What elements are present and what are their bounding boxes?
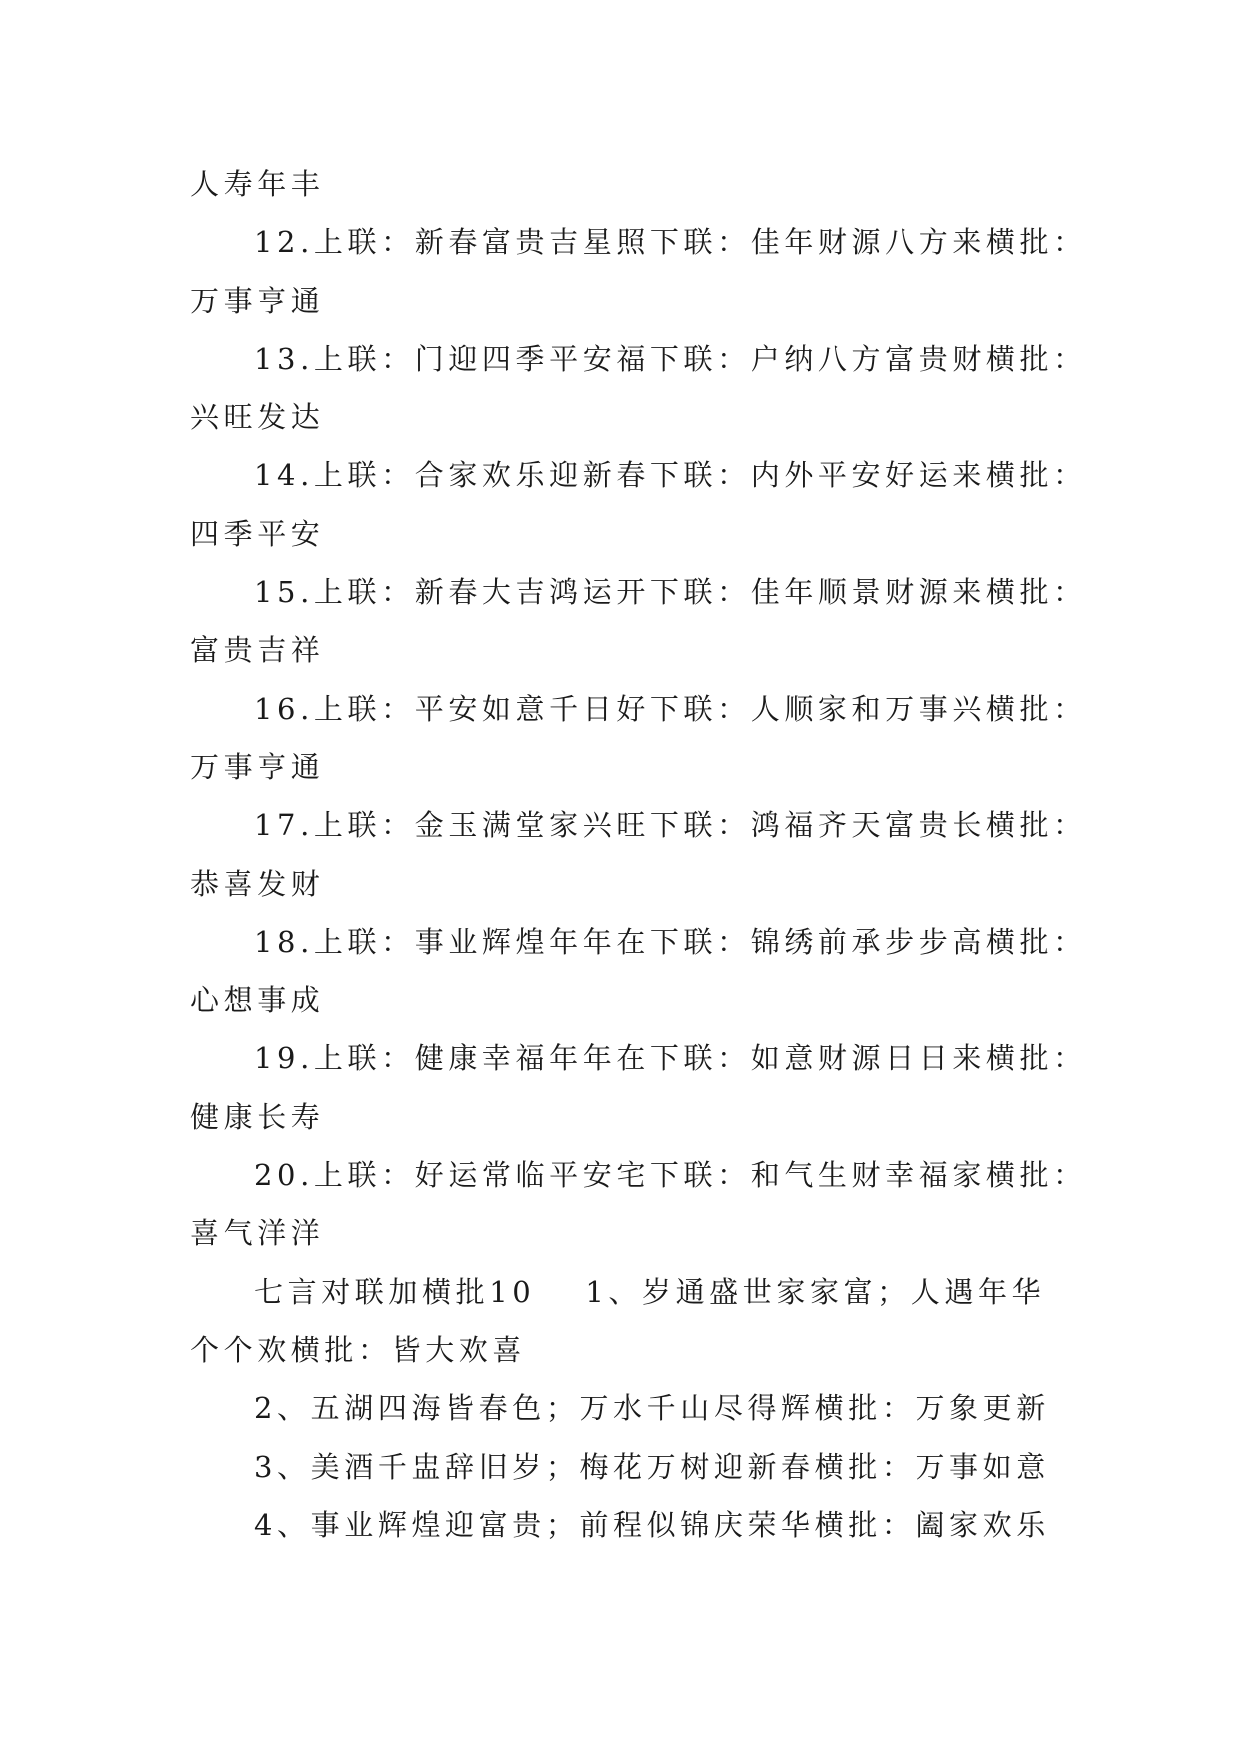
text-line: 喜气洋洋	[190, 1216, 325, 1251]
text-line: 健康长寿	[190, 1099, 325, 1134]
couplet-line: 13.上联：门迎四季平安福下联：户纳八方富贵财横批：	[254, 341, 1087, 376]
couplet-line: 16.上联：平安如意千日好下联：人顺家和万事兴横批：	[254, 691, 1087, 726]
couplet-line: 15.上联：新春大吉鸿运开下联：佳年顺景财源来横批：	[254, 575, 1087, 610]
section-heading-line	[190, 1263, 1070, 1321]
section-first-item: 1、岁通盛世家家富；人遇年华	[585, 1274, 1046, 1309]
couplet-line: 17.上联：金玉满堂家兴旺下联：鸿福齐天富贵长横批：	[254, 808, 1087, 843]
text-line: 四季平安	[190, 516, 325, 551]
section-heading: 七言对联加横批10	[254, 1274, 536, 1309]
couplet-line: 18.上联：事业辉煌年年在下联：锦绣前承步步高横批：	[254, 924, 1087, 959]
couplet-line: 12.上联：新春富贵吉星照下联：佳年财源八方来横批：	[254, 225, 1087, 260]
couplet-line: 20.上联：好运常临平安宅下联：和气生财幸福家横批：	[254, 1158, 1087, 1193]
text-line: 个个欢横批：皆大欢喜	[190, 1332, 527, 1367]
couplet-item: 3、美酒千盅辞旧岁；梅花万树迎新春横批：万事如意	[254, 1449, 1050, 1484]
text-line: 兴旺发达	[190, 400, 325, 435]
text-line: 万事亨通	[190, 749, 325, 784]
couplet-item: 2、五湖四海皆春色；万水千山尽得辉横批：万象更新	[254, 1391, 1050, 1426]
couplet-line: 19.上联：健康幸福年年在下联：如意财源日日来横批：	[254, 1041, 1087, 1076]
text-line: 恭喜发财	[190, 866, 325, 901]
couplet-item: 4、事业辉煌迎富贵；前程似锦庆荣华横批：阖家欢乐	[254, 1507, 1050, 1542]
text-line: 人寿年丰	[190, 167, 325, 201]
text-line: 心想事成	[190, 983, 325, 1018]
couplet-line: 14.上联：合家欢乐迎新春下联：内外平安好运来横批：	[254, 458, 1087, 493]
text-line: 万事亨通	[190, 283, 325, 318]
document-body	[190, 155, 1087, 1554]
text-line: 富贵吉祥	[190, 633, 325, 668]
